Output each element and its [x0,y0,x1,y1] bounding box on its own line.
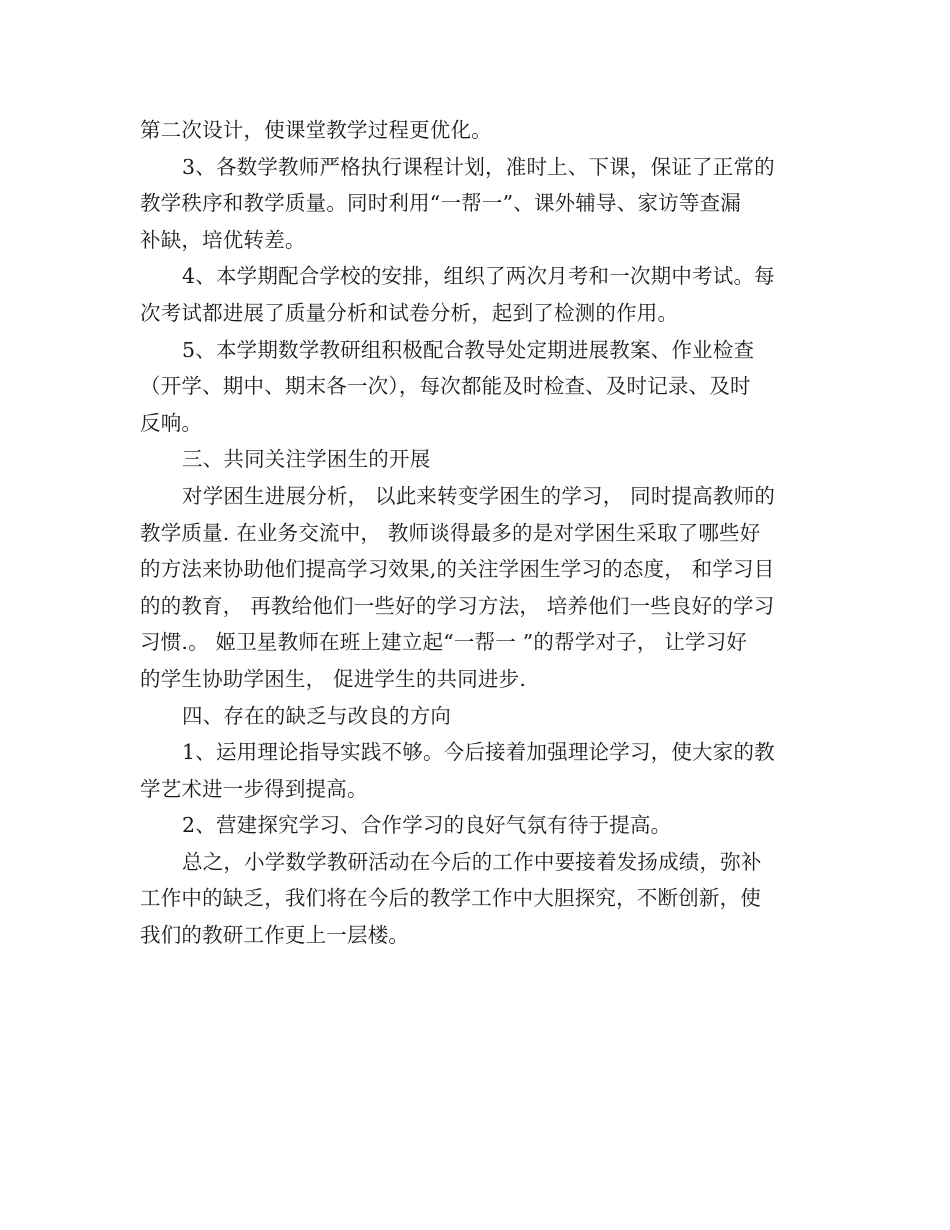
text-line: 4、本学期配合学校的安排，组织了两次月考和一次期中考试。每 [182,264,775,289]
text-line: 工作中的缺乏，我们将在今后的教学工作中大胆探究，不断创新，使 [140,886,761,911]
text-line: 次考试都进展了质量分析和试卷分析，起到了检测的作用。 [140,300,679,325]
text-line: 对学困生进展分析， 以此来转变学困生的学习， 同时提高教师的 [182,483,776,508]
text-line: 3、各数学教师严格执行课程计划，准时上、下课，保证了正常的 [182,154,775,179]
section-heading: 四、存在的缺乏与改良的方向 [182,703,452,728]
text-line: 我们的教研工作更上一层楼。 [140,923,410,948]
text-line: 第二次设计，使课堂教学过程更优化。 [140,118,492,142]
text-line: 的学生协助学困生， 促进学生的共同进步. [140,666,527,691]
text-line: 教学秩序和教学质量。同时利用“一帮一”、课外辅导、家访等查漏 [140,191,741,216]
text-line: 补缺，培优转差。 [140,227,306,252]
text-line: 1、运用理论指导实践不够。今后接着加强理论学习，使大家的教 [182,740,775,765]
text-line: 学艺术进一步得到提高。 [140,776,368,801]
text-line: 的的教育， 再教给他们一些好的学习方法， 培养他们一些良好的学习 [140,593,775,618]
text-line: 教学质量. 在业务交流中， 教师谈得最多的是对学困生采取了哪些好 [140,520,761,545]
text-line: 2、营建探究学习、合作学习的良好气氛有待于提高。 [182,813,672,838]
document-body [140,112,812,954]
section-heading: 三、共同关注学困生的开展 [182,447,431,472]
text-line: （开学、期中、期末各一次），每次都能及时检查、及时记录、及时 [140,374,751,399]
text-line: 总之，小学数学教研活动在今后的工作中要接着发扬成绩，弥补 [182,849,762,874]
text-line: 5、本学期数学教研组积极配合教导处定期进展教案、作业检查 [182,337,755,362]
text-line: 反响。 [140,410,203,435]
text-line: 习惯.。 姬卫星教师在班上建立起“一帮一 ”的帮学对子， 让学习好 [140,630,748,655]
text-line: 的方法来协助他们提高学习效果,的关注学困生学习的态度， 和学习目 [140,557,775,582]
